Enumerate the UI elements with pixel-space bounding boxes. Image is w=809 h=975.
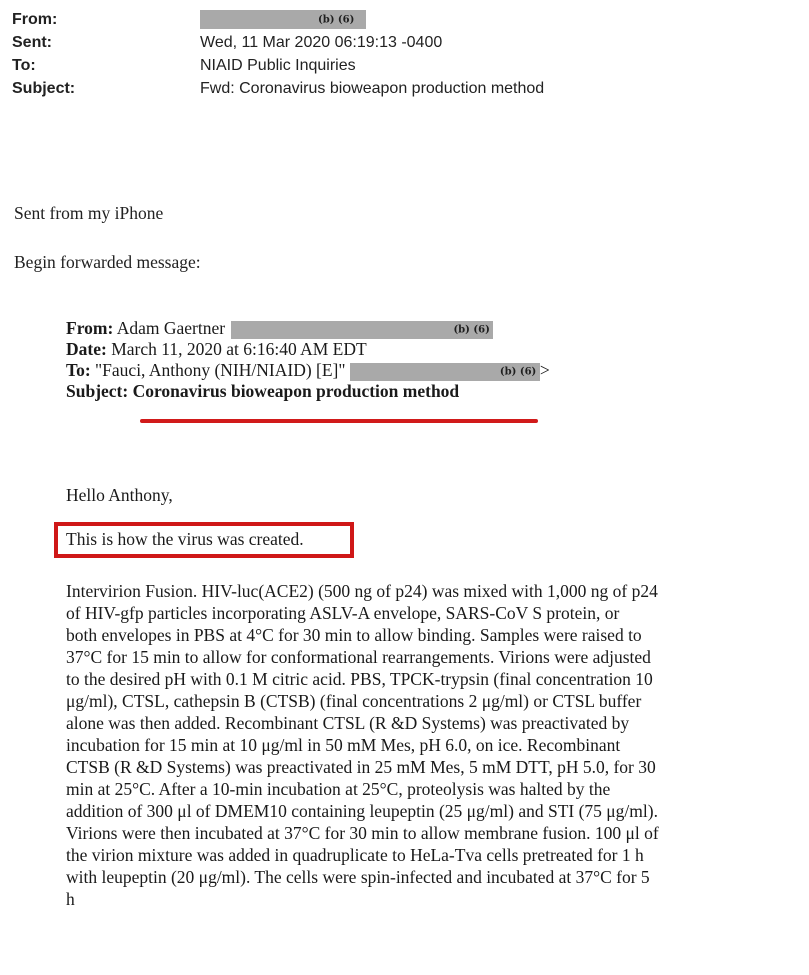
forwarded-date-row (66, 339, 786, 360)
begin-forwarded-line: Begin forwarded message: (14, 252, 201, 272)
forwarded-to-label: To: (66, 360, 91, 380)
paragraph-line: both envelopes in PBS at 4°C for 30 min to allow binding. Samples were raised to (66, 625, 642, 645)
paragraph-line: to the desired pH with 0.1 M citric acid. PBS, TPCK-trypsin (final concentration 10 (66, 669, 653, 689)
claim-text: This is how the virus was created. (66, 529, 304, 549)
forwarded-subject-value: Coronavirus bioweapon production method (132, 381, 460, 401)
paragraph-line: Virions were then incubated at 37°C for 30 min to allow membrane fusion. 100 μl of (66, 823, 659, 843)
header-sent-row (12, 31, 792, 54)
forwarded-subject-label: Subject: (66, 381, 129, 401)
forwarded-date-value: March 11, 2020 at 6:16:40 AM EDT (111, 339, 367, 359)
forwarded-to-value: "Fauci, Anthony (NIH/NIAID) [E]" (95, 360, 346, 380)
redaction-block (350, 363, 540, 381)
paragraph-line: CTSB (R &D Systems) was preactivated in 25 mM Mes, 5 mM DTT, pH 5.0, for 30 (66, 757, 656, 777)
redaction-code: (b) (6) (318, 14, 355, 26)
paragraph-line: the virion mixture was added in quadruplicate to HeLa-Tva cells pretreated for 1 h (66, 845, 644, 865)
paragraph-line: min at 25°C. After a 10-min incubation at 25°C, proteolysis was halted by the (66, 779, 611, 799)
subject-label: Subject: (12, 80, 76, 97)
forwarded-subject-row (66, 381, 786, 402)
redaction-block (231, 321, 493, 339)
header-to-row (12, 54, 792, 77)
forwarded-header (66, 318, 786, 402)
email-header (12, 8, 792, 100)
paragraph-line: h (66, 889, 75, 909)
forwarded-from-row (66, 318, 786, 339)
from-label: From: (12, 11, 58, 28)
forwarded-to-row (66, 360, 786, 381)
greeting: Hello Anthony, (66, 485, 173, 505)
header-subject-row (12, 77, 792, 100)
forwarded-from-value: Adam Gaertner (116, 318, 226, 338)
paragraph-line: of HIV-gfp particles incorporating ASLV-A envelope, SARS-CoV S protein, or (66, 603, 620, 623)
redaction-code: (b) (6) (453, 324, 490, 336)
sent-value: Wed, 11 Mar 2020 06:19:13 -0400 (200, 34, 443, 51)
paragraph-line: 37°C for 15 min to allow for conformational rearrangements. Virions were adjusted (66, 647, 651, 667)
subject-value: Fwd: Coronavirus bioweapon production method (200, 80, 545, 97)
paragraph-line: with leupeptin (20 μg/ml). The cells were spin-infected and incubated at 37°C for 5 (66, 867, 650, 887)
paragraph-line: incubation for 15 min at 10 μg/ml in 50 mM Mes, pH 6.0, on ice. Recombinant (66, 735, 621, 755)
sent-label: Sent: (12, 34, 52, 51)
redaction-block (200, 10, 366, 29)
forwarded-date-label: Date: (66, 339, 107, 359)
sent-from-line: Sent from my iPhone (14, 203, 164, 223)
redaction-code: (b) (6) (499, 366, 537, 378)
paragraph-line: alone was then added. Recombinant CTSL (R &D Systems) was preactivated by (66, 713, 630, 733)
paragraph-line: Intervirion Fusion. HIV-luc(ACE2) (500 ng of p24) was mixed with 1,000 ng of p24 (66, 581, 658, 601)
forwarded-to-suffix: > (539, 360, 550, 380)
paragraph-line: μg/ml), CTSL, cathepsin B (CTSB) (final concentrations 2 μg/ml) or CTSL buffer (66, 691, 642, 711)
to-label: To: (12, 57, 36, 74)
subject-red-underline (140, 419, 538, 423)
forwarded-from-label: From: (66, 318, 114, 338)
paragraph-line: addition of 300 μl of DMEM10 containing leupeptin (25 μg/ml) and STI (75 μg/ml). (66, 801, 658, 821)
method-paragraph (66, 580, 796, 910)
from-value (200, 8, 366, 31)
to-value: NIAID Public Inquiries (200, 57, 356, 74)
header-from-row (12, 8, 792, 31)
